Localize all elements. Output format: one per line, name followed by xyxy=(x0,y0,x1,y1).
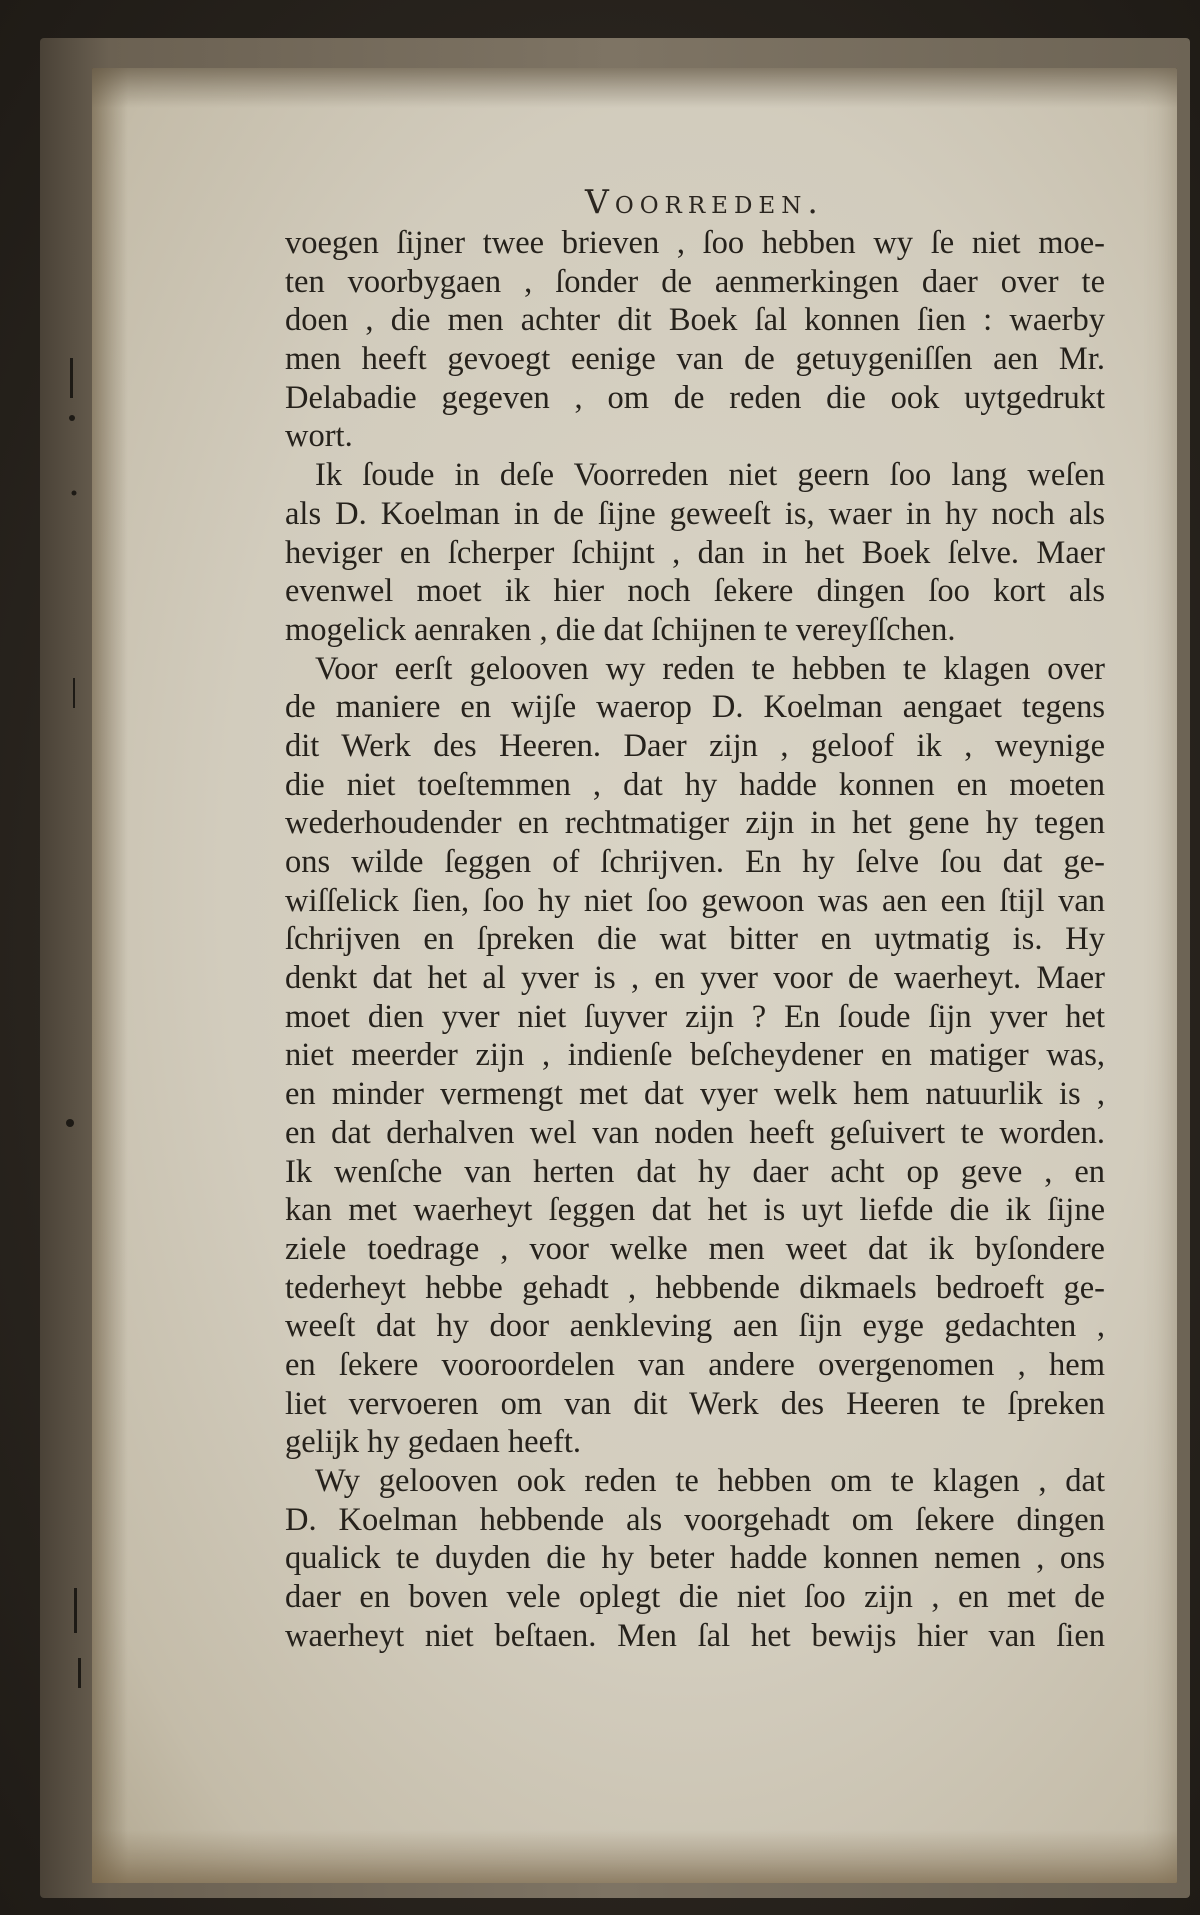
text-line: Voor eerſt gelooven wy reden te hebben te klagen over xyxy=(315,650,1105,687)
text-line: wederhoudender en rechtmatiger zijn in het gene hy tegen xyxy=(285,805,1105,842)
text-line: D. Koelman hebbende als voorgehadt om ſekere dingen xyxy=(285,1501,1105,1538)
text-line: en dat derhalven wel van noden heeft geſuivert te worden. xyxy=(285,1114,1105,1151)
binding-stitch-marks xyxy=(40,38,100,1898)
text-line: en ſekere vooroordelen van andere overgenomen , hem xyxy=(285,1346,1105,1383)
text-line: moet dien yver niet ſuyver zijn ? En ſoude ſijn yver het xyxy=(285,998,1105,1035)
text-line: gelijk hy gedaen heeft. xyxy=(285,1424,581,1461)
text-line: weeſt dat hy door aenkleving aen ſijn eyge gedachten , xyxy=(285,1308,1105,1345)
text-line: evenwel moet ik hier noch ſekere dingen ſoo kort als xyxy=(285,573,1105,610)
text-line: ten voorbygaen , ſonder de aenmerkingen daer over te xyxy=(285,263,1105,300)
text-line: waerheyt niet beſtaen. Men ſal het bewijs hier van ſien xyxy=(285,1617,1105,1654)
text-line: doen , die men achter dit Boek ſal konnen ſien : waerby xyxy=(285,302,1105,339)
page-top-shadow xyxy=(92,68,1177,108)
text-line: Ik wenſche van herten dat hy daer acht op geve , en xyxy=(285,1153,1105,1190)
page-bottom-shadow xyxy=(92,1830,1177,1883)
text-line: denkt dat het al yver is , en yver voor de waerheyt. Maer xyxy=(285,960,1105,997)
text-line: wort. xyxy=(285,418,353,455)
text-line: qualick te duyden die hy beter hadde konnen nemen , ons xyxy=(285,1540,1105,1577)
text-line: daer en boven vele oplegt die niet ſoo zijn , en met de xyxy=(285,1579,1105,1616)
text-line: Delabadie gegeven , om de reden die ook uytgedrukt xyxy=(285,379,1105,416)
text-line: men heeft gevoegt eenige van de getuygeniſſen aen Mr. xyxy=(285,341,1105,378)
running-header: Voorreden. xyxy=(585,182,824,221)
text-line: als D. Koelman in de ſijne geweeſt is, waer in hy noch als xyxy=(285,495,1105,532)
text-line: kan met waerheyt ſeggen dat het is uyt liefde die ik ſijne xyxy=(285,1192,1105,1229)
text-line: die niet toeſtemmen , dat hy hadde konnen en moeten xyxy=(285,766,1105,803)
text-line: wiſſelick ſien, ſoo hy niet ſoo gewoon was aen een ſtijl van xyxy=(285,882,1105,919)
body-text xyxy=(285,224,1105,1655)
text-line: tederheyt hebbe gehadt , hebbende dikmaels bedroeft ge- xyxy=(285,1269,1105,1306)
text-line: heviger en ſcherper ſchijnt , dan in het Boek ſelve. Maer xyxy=(285,534,1105,571)
text-line: de maniere en wijſe waerop D. Koelman aengaet tegens xyxy=(285,689,1105,726)
text-line: mogelick aenraken , die dat ſchijnen te vereyſſchen. xyxy=(285,611,956,648)
text-line: niet meerder zijn , indienſe beſcheydener en matiger was, xyxy=(285,1037,1105,1074)
text-line: liet vervoeren om van dit Werk des Heeren te ſpreken xyxy=(285,1385,1105,1422)
text-line: voegen ſijner twee brieven , ſoo hebben wy ſe niet moe- xyxy=(285,225,1105,261)
text-line: ons wilde ſeggen of ſchrijven. En hy ſelve ſou dat ge- xyxy=(285,844,1105,880)
text-line: Ik ſoude in deſe Voorreden niet geern ſoo lang weſen xyxy=(315,457,1105,494)
text-line: en minder vermengt met dat vyer welk hem natuurlik is , xyxy=(285,1076,1105,1113)
text-line: ziele toedrage , voor welke men weet dat ik byſondere xyxy=(285,1230,1105,1267)
text-line: Wy gelooven ook reden te hebben om te klagen , dat xyxy=(315,1463,1105,1499)
text-line: ſchrijven en ſpreken die wat bitter en uytmatig is. Hy xyxy=(285,921,1105,958)
text-line: dit Werk des Heeren. Daer zijn , geloof ik , weynige xyxy=(285,727,1105,764)
